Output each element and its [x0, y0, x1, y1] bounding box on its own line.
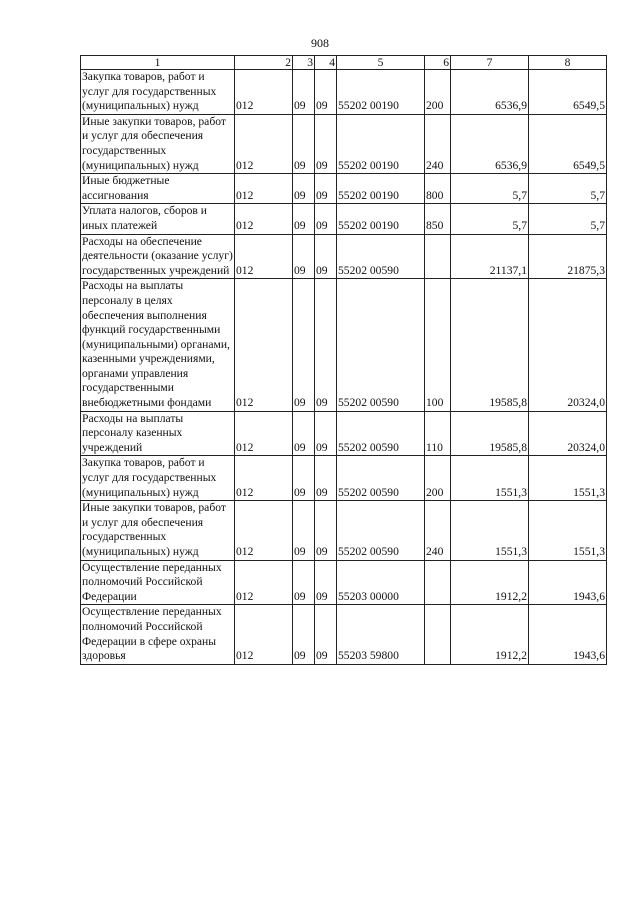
row-col-3: 09	[293, 204, 315, 234]
table-row	[81, 70, 607, 115]
row-col-6: 110	[425, 411, 451, 456]
row-col-3: 09	[293, 70, 315, 115]
header-row	[81, 56, 607, 70]
row-col-8: 1551,3	[529, 456, 607, 501]
row-col-7: 5,7	[451, 204, 529, 234]
row-name: Закупка товаров, работ и услуг для государственных (муниципальных) нужд	[81, 70, 235, 115]
row-col-5: 55202 00190	[337, 114, 425, 173]
row-col-7: 1912,2	[451, 605, 529, 664]
row-col-5: 55202 00190	[337, 204, 425, 234]
row-col-8: 5,7	[529, 204, 607, 234]
page-number: 908	[311, 36, 329, 50]
row-col-8: 20324,0	[529, 411, 607, 456]
row-col-5: 55203 59800	[337, 605, 425, 664]
row-col-3: 09	[293, 234, 315, 279]
header-col-7: 7	[451, 56, 529, 70]
row-name: Иные закупки товаров, работ и услуг для обеспечения государственных (муниципальных) нужд	[81, 114, 235, 173]
row-col-6	[425, 605, 451, 664]
row-col-3: 09	[293, 456, 315, 501]
row-col-5: 55202 00590	[337, 234, 425, 279]
row-col-3: 09	[293, 114, 315, 173]
row-col-8: 1943,6	[529, 605, 607, 664]
table-row	[81, 501, 607, 560]
row-col-4: 09	[315, 501, 337, 560]
row-name: Расходы на выплаты персоналу в целях обеспечения выполнения функций государственными (муниципальными) органами, казенными учреждениями, органами управления государственными внебюджетными фондами	[81, 279, 235, 411]
row-col-2: 012	[235, 204, 293, 234]
row-col-6: 240	[425, 501, 451, 560]
row-col-2: 012	[235, 234, 293, 279]
row-col-6	[425, 234, 451, 279]
row-col-6: 200	[425, 70, 451, 115]
row-col-2: 012	[235, 605, 293, 664]
header-col-6: 6	[425, 56, 451, 70]
row-col-2: 012	[235, 501, 293, 560]
row-col-7: 21137,1	[451, 234, 529, 279]
row-col-5: 55203 00000	[337, 560, 425, 605]
row-name: Расходы на обеспечение деятельности (оказание услуг) государственных учреждений	[81, 234, 235, 279]
row-col-7: 5,7	[451, 174, 529, 204]
table-row	[81, 174, 607, 204]
row-name: Расходы на выплаты персоналу казенных учреждений	[81, 411, 235, 456]
header-col-8: 8	[529, 56, 607, 70]
row-col-5: 55202 00590	[337, 501, 425, 560]
row-col-7: 1551,3	[451, 456, 529, 501]
row-name: Иные закупки товаров, работ и услуг для обеспечения государственных (муниципальных) нужд	[81, 501, 235, 560]
row-name: Иные бюджетные ассигнования	[81, 174, 235, 204]
row-col-4: 09	[315, 411, 337, 456]
row-col-8: 5,7	[529, 174, 607, 204]
row-col-4: 09	[315, 204, 337, 234]
row-col-6: 100	[425, 279, 451, 411]
row-col-6: 240	[425, 114, 451, 173]
row-col-7: 6536,9	[451, 114, 529, 173]
row-col-8: 1551,3	[529, 501, 607, 560]
row-col-8: 20324,0	[529, 279, 607, 411]
row-col-2: 012	[235, 114, 293, 173]
row-col-4: 09	[315, 234, 337, 279]
table-row	[81, 411, 607, 456]
table-row	[81, 234, 607, 279]
row-col-3: 09	[293, 501, 315, 560]
row-col-5: 55202 00590	[337, 411, 425, 456]
table-row	[81, 279, 607, 411]
table-row	[81, 114, 607, 173]
row-col-4: 09	[315, 114, 337, 173]
row-col-7: 1551,3	[451, 501, 529, 560]
row-col-6: 850	[425, 204, 451, 234]
row-name: Закупка товаров, работ и услуг для государственных (муниципальных) нужд	[81, 456, 235, 501]
row-col-4: 09	[315, 456, 337, 501]
row-col-2: 012	[235, 560, 293, 605]
row-col-6	[425, 560, 451, 605]
header-col-5: 5	[337, 56, 425, 70]
table-row	[81, 456, 607, 501]
row-col-5: 55202 00590	[337, 279, 425, 411]
row-col-8: 6549,5	[529, 70, 607, 115]
row-col-2: 012	[235, 411, 293, 456]
row-col-7: 19585,8	[451, 279, 529, 411]
row-col-3: 09	[293, 279, 315, 411]
row-col-8: 6549,5	[529, 114, 607, 173]
row-name: Осуществление переданных полномочий Российской Федерации	[81, 560, 235, 605]
row-name: Уплата налогов, сборов и иных платежей	[81, 204, 235, 234]
row-col-5: 55202 00190	[337, 70, 425, 115]
table-row	[81, 204, 607, 234]
row-col-7: 19585,8	[451, 411, 529, 456]
row-name: Осуществление переданных полномочий Российской Федерации в сфере охраны здоровья	[81, 605, 235, 664]
row-col-4: 09	[315, 560, 337, 605]
header-col-3: 3	[293, 56, 315, 70]
row-col-4: 09	[315, 279, 337, 411]
header-col-1: 1	[81, 56, 235, 70]
row-col-6: 200	[425, 456, 451, 501]
row-col-4: 09	[315, 605, 337, 664]
header-col-4: 4	[315, 56, 337, 70]
row-col-8: 1943,6	[529, 560, 607, 605]
row-col-2: 012	[235, 456, 293, 501]
row-col-2: 012	[235, 279, 293, 411]
row-col-3: 09	[293, 560, 315, 605]
row-col-5: 55202 00190	[337, 174, 425, 204]
header-col-2: 2	[235, 56, 293, 70]
row-col-2: 012	[235, 70, 293, 115]
row-col-7: 6536,9	[451, 70, 529, 115]
row-col-5: 55202 00590	[337, 456, 425, 501]
row-col-2: 012	[235, 174, 293, 204]
row-col-6: 800	[425, 174, 451, 204]
row-col-7: 1912,2	[451, 560, 529, 605]
row-col-8: 21875,3	[529, 234, 607, 279]
row-col-4: 09	[315, 174, 337, 204]
budget-table	[80, 55, 607, 665]
row-col-3: 09	[293, 605, 315, 664]
row-col-4: 09	[315, 70, 337, 115]
row-col-3: 09	[293, 411, 315, 456]
row-col-3: 09	[293, 174, 315, 204]
table-row	[81, 560, 607, 605]
table-row	[81, 605, 607, 664]
